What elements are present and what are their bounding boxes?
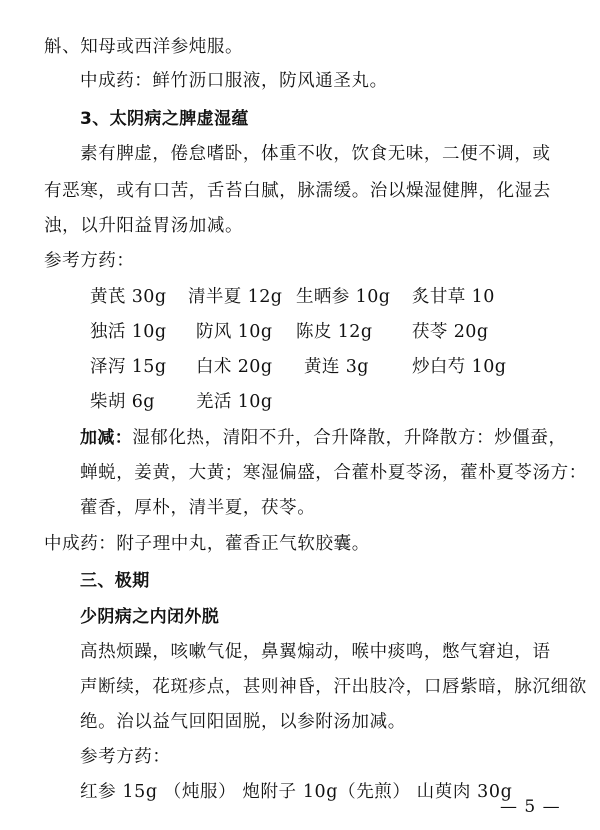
herb-item: 羌活 10g — [196, 392, 273, 412]
prescription-line: 红参 15g （炖服） 炮附子 10g（先煎） 山萸肉 30g — [80, 782, 513, 802]
modification-label: 加减： — [80, 428, 133, 448]
paragraph-line: 声断续，花斑疹点，甚则神昏，汗出肢冷，口唇紫暗，脉沉细欲 — [80, 677, 587, 697]
herb-item: 黄连 3g — [304, 357, 369, 377]
herb-item: 柴胡 6g — [90, 392, 155, 412]
paragraph-line: 素有脾虚，倦怠嗜卧，体重不收，饮食无味，二便不调，或 — [80, 144, 551, 164]
herb-item: 独活 10g — [90, 322, 167, 342]
text-line: 斛、知母或西洋参炖服。 — [44, 37, 244, 57]
modification-line — [80, 423, 567, 449]
reference-label: 参考方药： — [44, 251, 135, 271]
herb-item: 炒白芍 10g — [412, 357, 507, 377]
patent-medicine-line: 中成药：附子理中丸，藿香正气软胶囊。 — [44, 534, 370, 554]
patent-medicine-line: 中成药：鲜竹沥口服液，防风通圣丸。 — [80, 71, 388, 91]
herb-item: 白术 20g — [196, 357, 273, 377]
herb-item: 生晒参 10g — [296, 287, 391, 307]
page-number: — 5 — — [500, 797, 561, 817]
paragraph-line: 浊，以升阳益胃汤加减。 — [44, 216, 244, 236]
paragraph-line: 高热烦躁，咳嗽气促，鼻翼煽动，喉中痰鸣，憋气窘迫，语 — [80, 642, 551, 662]
herb-item: 陈皮 12g — [296, 322, 373, 342]
modification-line: 蝉蜕，姜黄，大黄；寒湿偏盛，合藿朴夏苓汤，藿朴夏苓汤方： — [80, 463, 587, 483]
subsection-heading: 少阴病之内闭外脱 — [80, 607, 220, 627]
modification-text: 湿郁化热，清阳不升，合升降散，升降散方：炒僵蚕， — [132, 428, 567, 448]
modification-line: 藿香，厚朴，清半夏，茯苓。 — [80, 498, 316, 518]
reference-label: 参考方药： — [80, 747, 171, 767]
section-heading: 三、极期 — [80, 571, 150, 591]
herb-item: 防风 10g — [196, 322, 273, 342]
paragraph-line: 有恶寒，或有口苦，舌苔白腻，脉濡缓。治以燥湿健脾，化湿去 — [44, 181, 551, 201]
herb-item: 泽泻 15g — [90, 357, 167, 377]
herb-item: 黄芪 30g — [90, 287, 167, 307]
herb-item: 炙甘草 10 — [412, 287, 495, 307]
subsection-heading: 3、太阴病之脾虚湿蕴 — [80, 109, 249, 129]
herb-item: 茯苓 20g — [412, 322, 489, 342]
herb-item: 清半夏 12g — [188, 287, 283, 307]
paragraph-line: 绝。治以益气回阳固脱，以参附汤加减。 — [80, 712, 406, 732]
